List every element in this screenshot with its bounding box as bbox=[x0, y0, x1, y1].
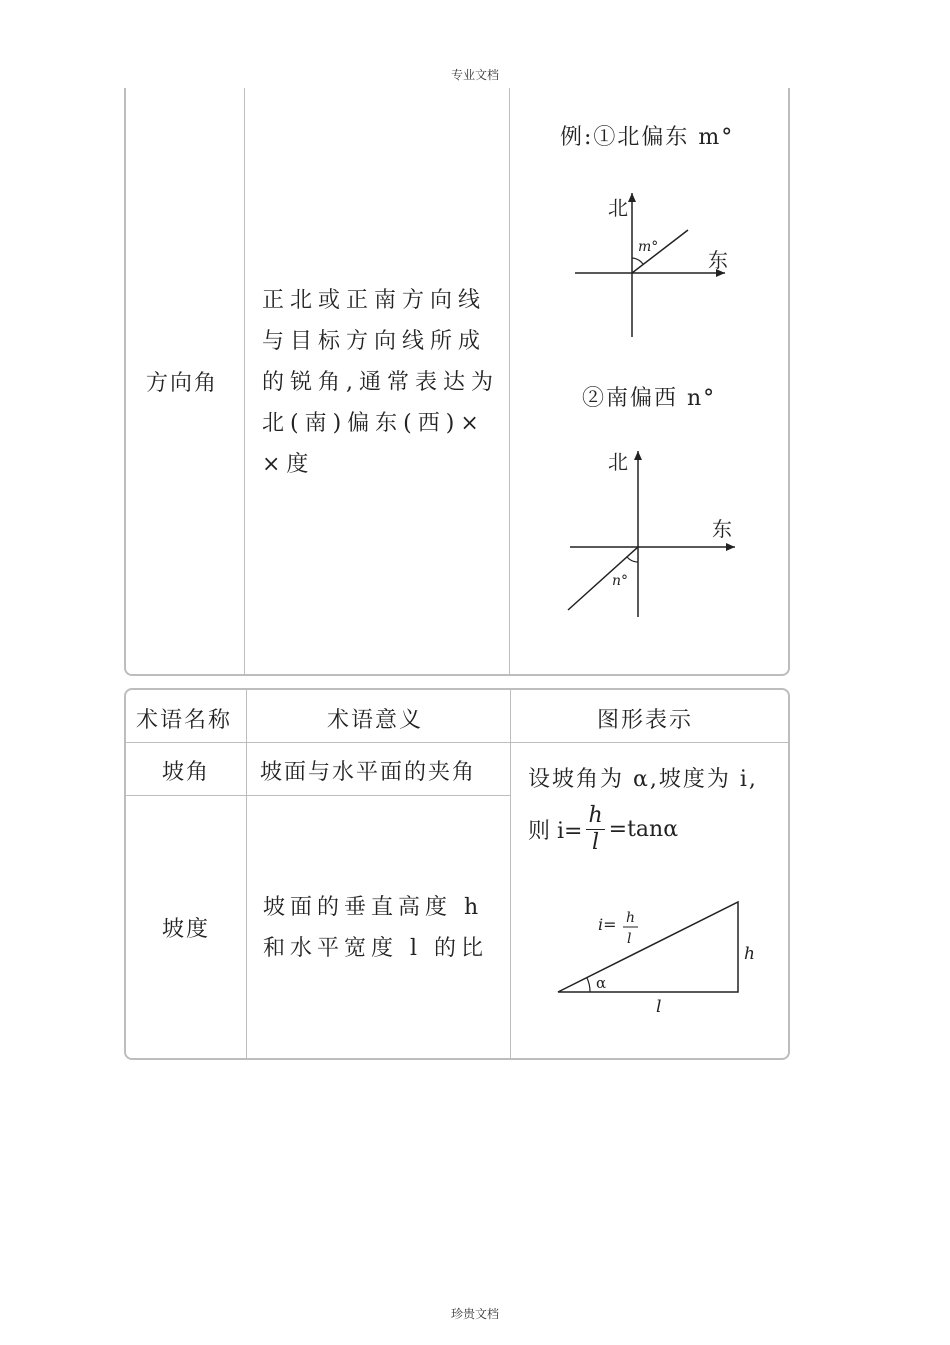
term-slope-ratio: 坡度 bbox=[162, 917, 211, 942]
east-label: 东 bbox=[712, 517, 732, 541]
example1-label: 例:①北偏东 m° bbox=[560, 125, 735, 150]
formula-fraction bbox=[586, 803, 604, 856]
figure-text-line1: 设坡角为 α,坡度为 i, bbox=[528, 767, 758, 792]
slope-label-denominator: l bbox=[627, 931, 632, 947]
meaning-line: 北(南)偏东(西)× bbox=[262, 411, 485, 436]
alpha-arc bbox=[587, 978, 590, 992]
formula-prefix: 则 i= bbox=[528, 819, 583, 844]
header-term-name: 术语名称 bbox=[136, 708, 233, 733]
slope-formula bbox=[528, 803, 678, 856]
north-east-diagram bbox=[560, 185, 740, 345]
meaning-line: 与目标方向线所成 bbox=[262, 329, 487, 354]
column-divider bbox=[510, 690, 511, 1058]
header-term-meaning: 术语意义 bbox=[327, 708, 424, 733]
slope-label-numerator: h bbox=[626, 910, 636, 926]
meaning-line: ×度 bbox=[262, 452, 315, 477]
header-figure: 图形表示 bbox=[597, 708, 694, 733]
column-divider bbox=[244, 88, 245, 674]
angle-n-label: n° bbox=[612, 573, 629, 589]
slope-angle-meaning: 坡面与水平面的夹角 bbox=[260, 760, 477, 785]
north-label: 北 bbox=[608, 196, 628, 220]
width-label: l bbox=[656, 997, 662, 1017]
angle-arc bbox=[627, 557, 638, 562]
row-divider bbox=[126, 795, 510, 796]
slope-label-prefix: i= bbox=[598, 915, 617, 934]
page-header: 专业文档 bbox=[450, 68, 499, 82]
column-divider bbox=[246, 690, 247, 1058]
meaning-line: 坡面的垂直高度 h bbox=[263, 895, 484, 920]
angle-arc bbox=[632, 258, 643, 264]
meaning-line: 正北或正南方向线 bbox=[262, 288, 487, 313]
page-footer: 珍贵文档 bbox=[450, 1307, 499, 1321]
east-arrow-icon bbox=[726, 543, 735, 551]
term-direction-angle: 方向角 bbox=[146, 371, 219, 396]
north-arrow-icon bbox=[628, 193, 636, 202]
height-label: h bbox=[744, 944, 755, 964]
row-divider bbox=[126, 742, 788, 743]
slope-triangle-diagram bbox=[550, 895, 780, 1020]
north-label: 北 bbox=[608, 450, 628, 474]
example2-label: ②南偏西 n° bbox=[582, 386, 717, 411]
formula-denominator: l bbox=[592, 830, 600, 855]
alpha-label: α bbox=[596, 974, 607, 992]
term-slope-angle: 坡角 bbox=[162, 760, 211, 785]
south-west-diagram bbox=[560, 445, 745, 623]
slope-triangle bbox=[558, 902, 738, 992]
north-arrow-icon bbox=[634, 451, 642, 460]
formula-numerator: h bbox=[588, 803, 603, 828]
direction-angle-meaning bbox=[262, 280, 499, 485]
column-divider bbox=[509, 88, 510, 674]
east-label: 东 bbox=[708, 248, 728, 272]
meaning-line: 的锐角,通常表达为 bbox=[262, 370, 499, 395]
meaning-line: 和水平宽度 l 的比 bbox=[263, 936, 489, 961]
angle-m-label: m° bbox=[638, 239, 659, 255]
slope-ratio-meaning bbox=[263, 887, 488, 969]
formula-suffix: =tanα bbox=[608, 817, 679, 842]
